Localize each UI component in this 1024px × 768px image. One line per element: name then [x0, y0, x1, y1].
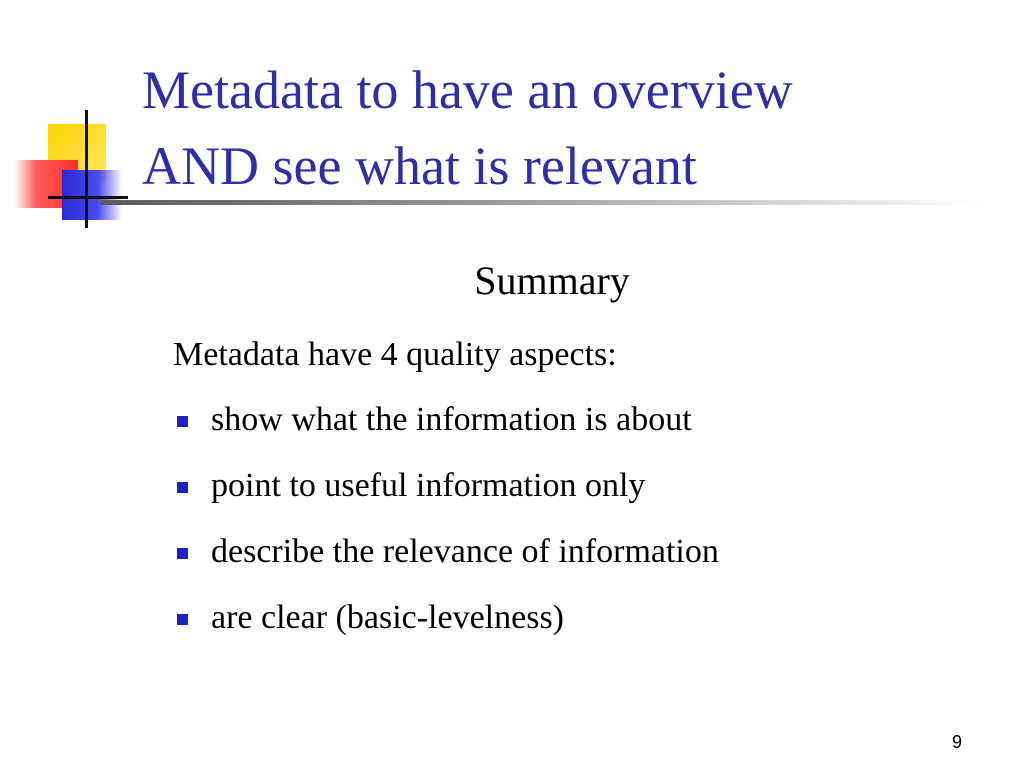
square-bullet-icon: [177, 548, 188, 559]
slide-title-line-1: Metadata to have an overview: [142, 60, 793, 120]
square-bullet-icon: [177, 482, 188, 493]
decorative-logo: [0, 100, 150, 230]
bullet-text: show what the information is about: [211, 401, 692, 438]
bullet-text: point to useful information only: [211, 467, 646, 504]
intro-text: Metadata have 4 quality aspects:: [173, 336, 617, 373]
square-bullet-icon: [177, 614, 188, 625]
slide-title: [142, 52, 1002, 204]
page-number: 9: [951, 732, 962, 752]
slide-title-line-2: AND see what is relevant: [142, 136, 697, 196]
bullet-item: [173, 593, 719, 659]
square-bullet-icon: [177, 416, 188, 427]
bullet-item: [173, 395, 719, 461]
bullet-text: are clear (basic-levelness): [211, 599, 564, 636]
logo-blue-square: [62, 170, 122, 220]
bullet-list: [173, 395, 719, 659]
title-divider: [100, 200, 980, 205]
logo-horizontal-line: [48, 196, 128, 199]
bullet-item: [173, 527, 719, 593]
section-heading: Summary: [474, 258, 630, 303]
logo-vertical-line: [85, 110, 88, 228]
bullet-item: [173, 461, 719, 527]
bullet-text: describe the relevance of information: [211, 533, 719, 570]
